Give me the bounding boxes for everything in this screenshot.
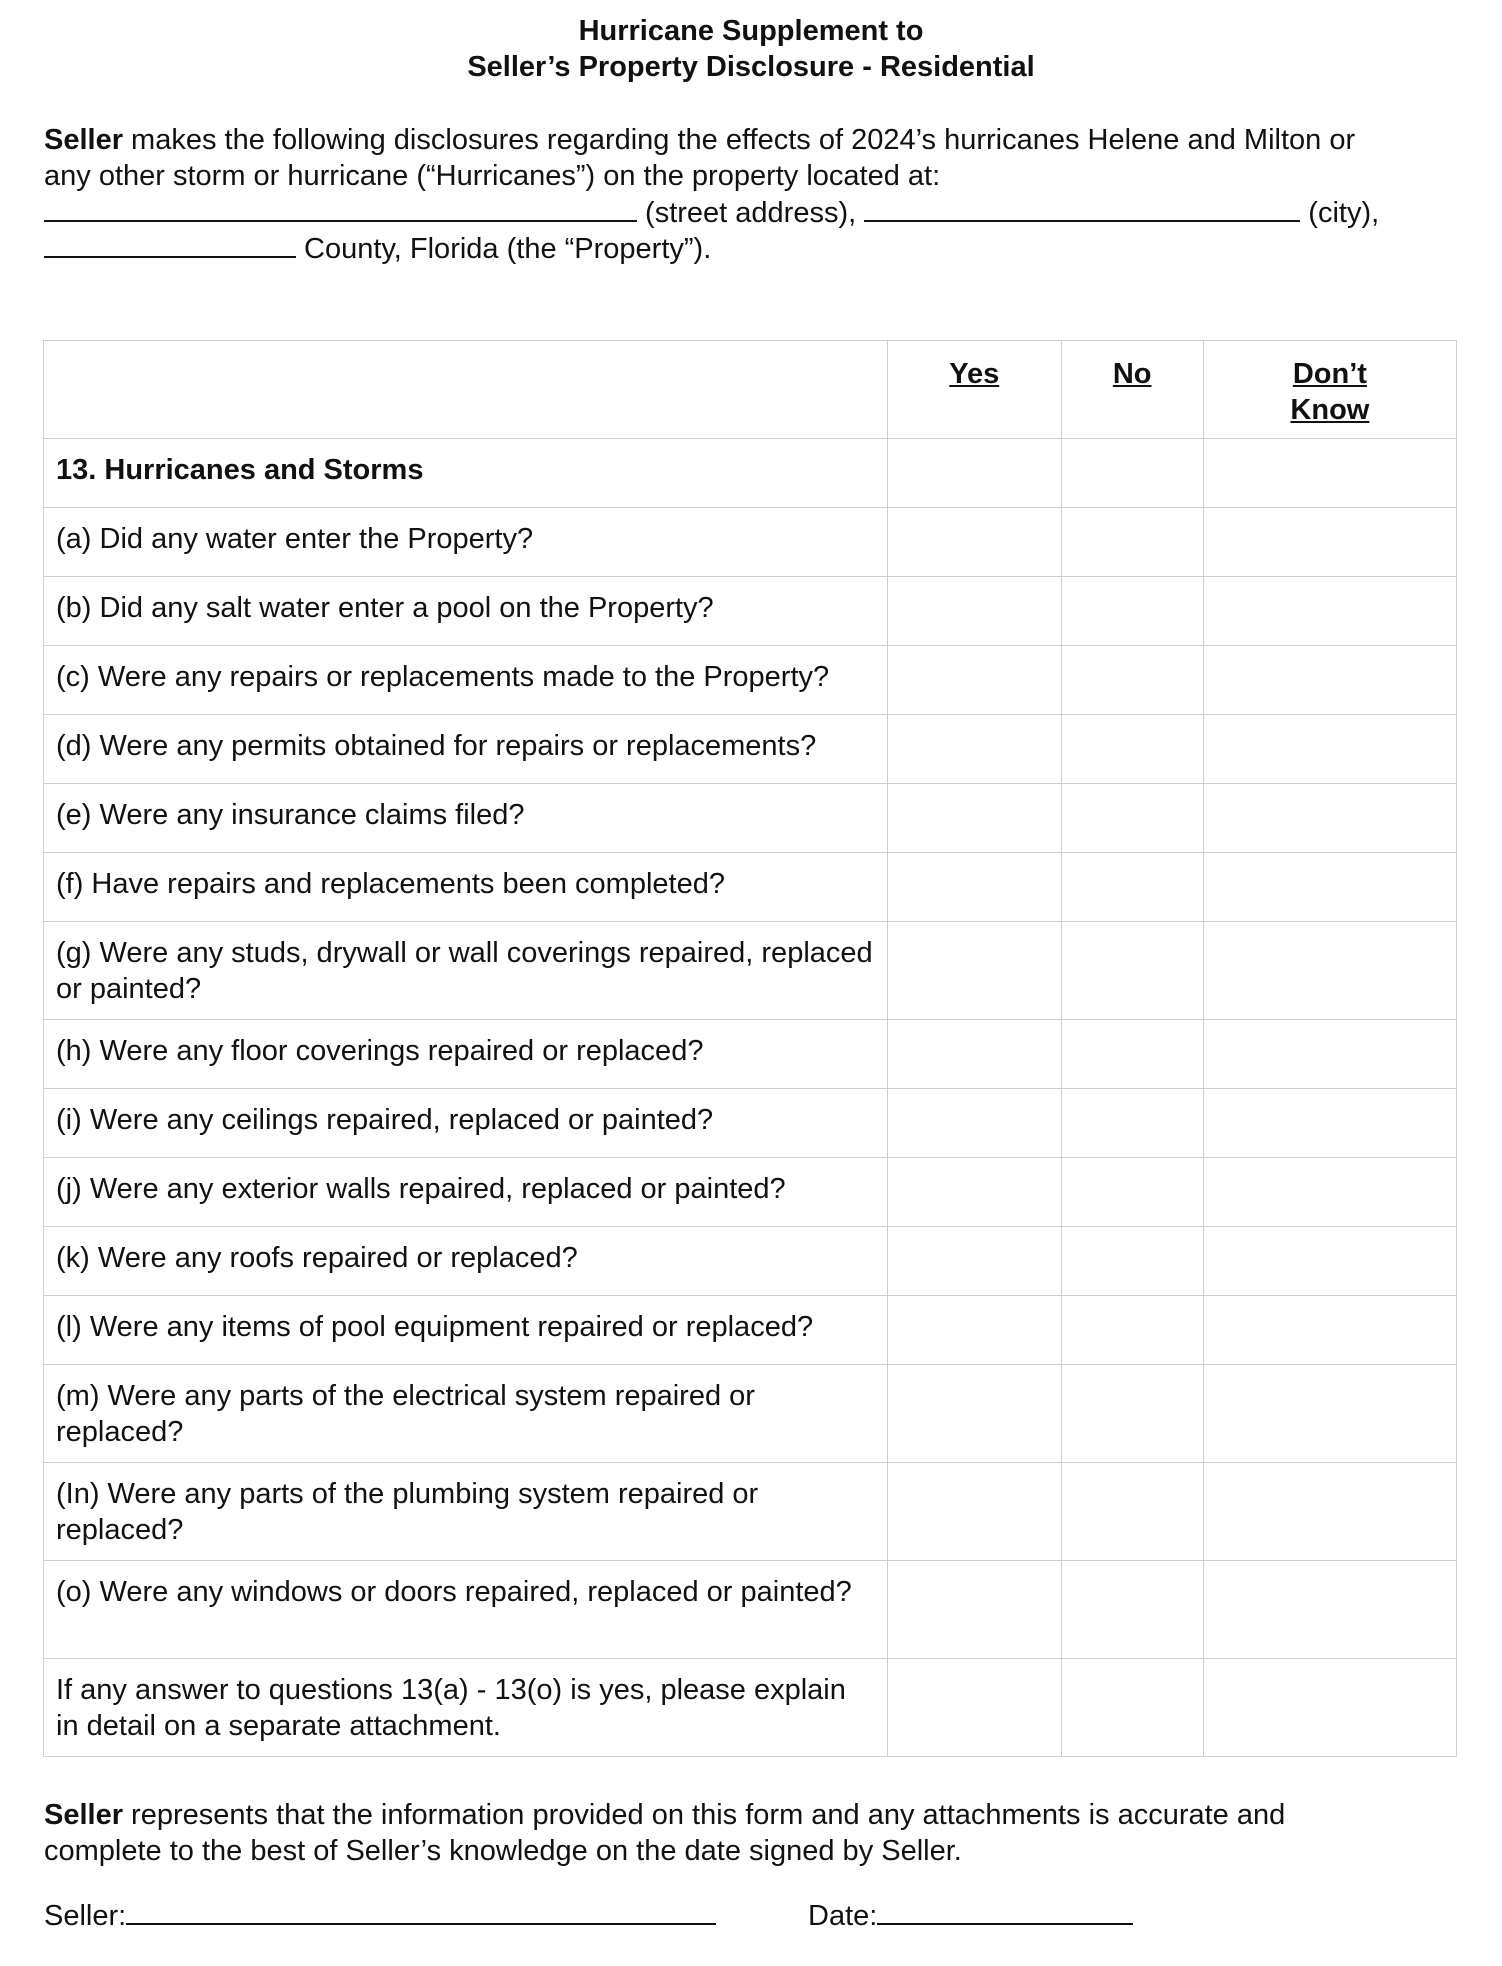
table-row bbox=[44, 1296, 1457, 1365]
form-title-line-2: Seller’s Property Disclosure - Residential bbox=[467, 51, 1035, 83]
answer-no-cell[interactable] bbox=[1061, 1561, 1203, 1659]
date-field bbox=[808, 1897, 1133, 1934]
answer-dont-know-cell[interactable] bbox=[1203, 922, 1456, 1020]
answer-yes-cell[interactable] bbox=[888, 1463, 1062, 1561]
answer-no-cell[interactable] bbox=[1061, 853, 1203, 922]
question-text: (c) Were any repairs or replacements made to the Property? bbox=[44, 646, 888, 715]
form-title-line-1: Hurricane Supplement to bbox=[578, 15, 924, 47]
question-text: (b) Did any salt water enter a pool on the Property? bbox=[44, 577, 888, 646]
answer-no-cell[interactable] bbox=[1061, 1227, 1203, 1296]
header-blank-cell bbox=[44, 341, 888, 439]
answer-no-cell[interactable] bbox=[1061, 1296, 1203, 1365]
city-blank[interactable] bbox=[864, 194, 1300, 222]
section-title: 13. Hurricanes and Storms bbox=[44, 439, 888, 508]
answer-dont-know-cell[interactable] bbox=[1203, 1365, 1456, 1463]
table-row bbox=[44, 1227, 1457, 1296]
question-text: (a) Did any water enter the Property? bbox=[44, 508, 888, 577]
answer-no-cell[interactable] bbox=[1061, 1089, 1203, 1158]
question-text: (o) Were any windows or doors repaired, replaced or painted? bbox=[44, 1561, 888, 1659]
answer-yes-cell[interactable] bbox=[888, 1659, 1062, 1757]
question-text: (g) Were any studs, drywall or wall coverings repaired, replaced or painted? bbox=[44, 922, 888, 1020]
answer-dont-know-cell[interactable] bbox=[1203, 784, 1456, 853]
closing-seller-label: Seller bbox=[44, 1799, 123, 1831]
table-row bbox=[44, 922, 1457, 1020]
answer-yes-cell[interactable] bbox=[888, 1365, 1062, 1463]
table-header-row bbox=[44, 341, 1457, 439]
dont-know-line-2: Know bbox=[1290, 394, 1370, 426]
closing-line-1 bbox=[44, 1797, 1285, 1833]
answer-no-cell[interactable] bbox=[1061, 715, 1203, 784]
answer-dont-know-cell[interactable] bbox=[1203, 577, 1456, 646]
section-row bbox=[44, 439, 1457, 508]
closing-text: represents that the information provided on this form and any attachments is accurate and bbox=[123, 1799, 1286, 1831]
answer-dont-know-cell[interactable] bbox=[1203, 1227, 1456, 1296]
question-text: (e) Were any insurance claims filed? bbox=[44, 784, 888, 853]
answer-yes-cell[interactable] bbox=[888, 1089, 1062, 1158]
answer-dont-know-cell[interactable] bbox=[1203, 715, 1456, 784]
disclosure-table bbox=[43, 340, 1457, 1757]
question-text: (j) Were any exterior walls repaired, replaced or painted? bbox=[44, 1158, 888, 1227]
question-text: (l) Were any items of pool equipment repaired or replaced? bbox=[44, 1296, 888, 1365]
column-header-yes: Yes bbox=[888, 341, 1062, 439]
street-address-label: (street address), bbox=[637, 197, 865, 229]
answer-yes-cell[interactable] bbox=[888, 1227, 1062, 1296]
closing-line-2: complete to the best of Seller’s knowledge on the date signed by Seller. bbox=[44, 1835, 962, 1867]
question-text: (f) Have repairs and replacements been completed? bbox=[44, 853, 888, 922]
answer-dont-know-cell[interactable] bbox=[1203, 1158, 1456, 1227]
intro-line-3 bbox=[44, 194, 1379, 231]
answer-no-cell[interactable] bbox=[1061, 1463, 1203, 1561]
table-row bbox=[44, 715, 1457, 784]
table-row bbox=[44, 577, 1457, 646]
table-row bbox=[44, 646, 1457, 715]
question-text: (In) Were any parts of the plumbing system repaired or replaced? bbox=[44, 1463, 888, 1561]
table-row bbox=[44, 1659, 1457, 1757]
answer-dont-know-cell[interactable] bbox=[1203, 439, 1456, 508]
table-row bbox=[44, 784, 1457, 853]
answer-dont-know-cell[interactable] bbox=[1203, 646, 1456, 715]
answer-dont-know-cell[interactable] bbox=[1203, 1463, 1456, 1561]
answer-yes-cell[interactable] bbox=[888, 784, 1062, 853]
answer-no-cell[interactable] bbox=[1061, 439, 1203, 508]
answer-yes-cell[interactable] bbox=[888, 439, 1062, 508]
answer-no-cell[interactable] bbox=[1061, 784, 1203, 853]
answer-yes-cell[interactable] bbox=[888, 1158, 1062, 1227]
answer-yes-cell[interactable] bbox=[888, 922, 1062, 1020]
date-label: Date: bbox=[808, 1900, 878, 1932]
question-text: If any answer to questions 13(a) - 13(o) is yes, please explain in detail on a separate attachment. bbox=[44, 1659, 888, 1757]
question-rows bbox=[44, 508, 1457, 1757]
answer-no-cell[interactable] bbox=[1061, 922, 1203, 1020]
answer-yes-cell[interactable] bbox=[888, 1020, 1062, 1089]
answer-yes-cell[interactable] bbox=[888, 508, 1062, 577]
answer-dont-know-cell[interactable] bbox=[1203, 1296, 1456, 1365]
question-text: (i) Were any ceilings repaired, replaced or painted? bbox=[44, 1089, 888, 1158]
column-header-no: No bbox=[1061, 341, 1203, 439]
answer-dont-know-cell[interactable] bbox=[1203, 853, 1456, 922]
answer-no-cell[interactable] bbox=[1061, 1365, 1203, 1463]
answer-no-cell[interactable] bbox=[1061, 1659, 1203, 1757]
table-row bbox=[44, 1561, 1457, 1659]
intro-line-4 bbox=[44, 230, 711, 267]
intro-text: makes the following disclosures regarding the effects of 2024’s hurricanes Helene and Milton or bbox=[123, 124, 1356, 156]
answer-dont-know-cell[interactable] bbox=[1203, 1659, 1456, 1757]
table-row bbox=[44, 1365, 1457, 1463]
seller-signature-label: Seller: bbox=[44, 1900, 127, 1932]
intro-line-2: any other storm or hurricane (“Hurricanes”) on the property located at: bbox=[44, 160, 941, 192]
table-row bbox=[44, 508, 1457, 577]
answer-no-cell[interactable] bbox=[1061, 508, 1203, 577]
question-text: (k) Were any roofs repaired or replaced? bbox=[44, 1227, 888, 1296]
seller-signature-line[interactable] bbox=[126, 1897, 716, 1925]
date-line[interactable] bbox=[877, 1897, 1133, 1925]
answer-yes-cell[interactable] bbox=[888, 1561, 1062, 1659]
street-address-blank[interactable] bbox=[44, 194, 637, 222]
answer-no-cell[interactable] bbox=[1061, 646, 1203, 715]
answer-dont-know-cell[interactable] bbox=[1203, 1020, 1456, 1089]
county-label: County, Florida (the “Property”). bbox=[296, 233, 712, 265]
answer-yes-cell[interactable] bbox=[888, 1296, 1062, 1365]
answer-yes-cell[interactable] bbox=[888, 715, 1062, 784]
city-label: (city), bbox=[1300, 197, 1380, 229]
table-row bbox=[44, 1158, 1457, 1227]
dont-know-line-1: Don’t bbox=[1292, 358, 1367, 390]
answer-dont-know-cell[interactable] bbox=[1203, 508, 1456, 577]
answer-yes-cell[interactable] bbox=[888, 577, 1062, 646]
answer-no-cell[interactable] bbox=[1061, 1158, 1203, 1227]
seller-signature bbox=[44, 1897, 716, 1934]
table-row bbox=[44, 1089, 1457, 1158]
answer-no-cell[interactable] bbox=[1061, 1020, 1203, 1089]
answer-dont-know-cell[interactable] bbox=[1203, 1561, 1456, 1659]
column-header-dont-know bbox=[1203, 341, 1456, 439]
intro-line-1 bbox=[44, 122, 1355, 158]
answer-dont-know-cell[interactable] bbox=[1203, 1089, 1456, 1158]
table-row bbox=[44, 1463, 1457, 1561]
question-text: (d) Were any permits obtained for repairs or replacements? bbox=[44, 715, 888, 784]
table-row bbox=[44, 1020, 1457, 1089]
seller-label: Seller bbox=[44, 124, 123, 156]
answer-yes-cell[interactable] bbox=[888, 853, 1062, 922]
question-text: (h) Were any floor coverings repaired or replaced? bbox=[44, 1020, 888, 1089]
answer-no-cell[interactable] bbox=[1061, 577, 1203, 646]
county-blank[interactable] bbox=[44, 230, 296, 258]
answer-yes-cell[interactable] bbox=[888, 646, 1062, 715]
question-text: (m) Were any parts of the electrical system repaired or replaced? bbox=[44, 1365, 888, 1463]
table-row bbox=[44, 853, 1457, 922]
